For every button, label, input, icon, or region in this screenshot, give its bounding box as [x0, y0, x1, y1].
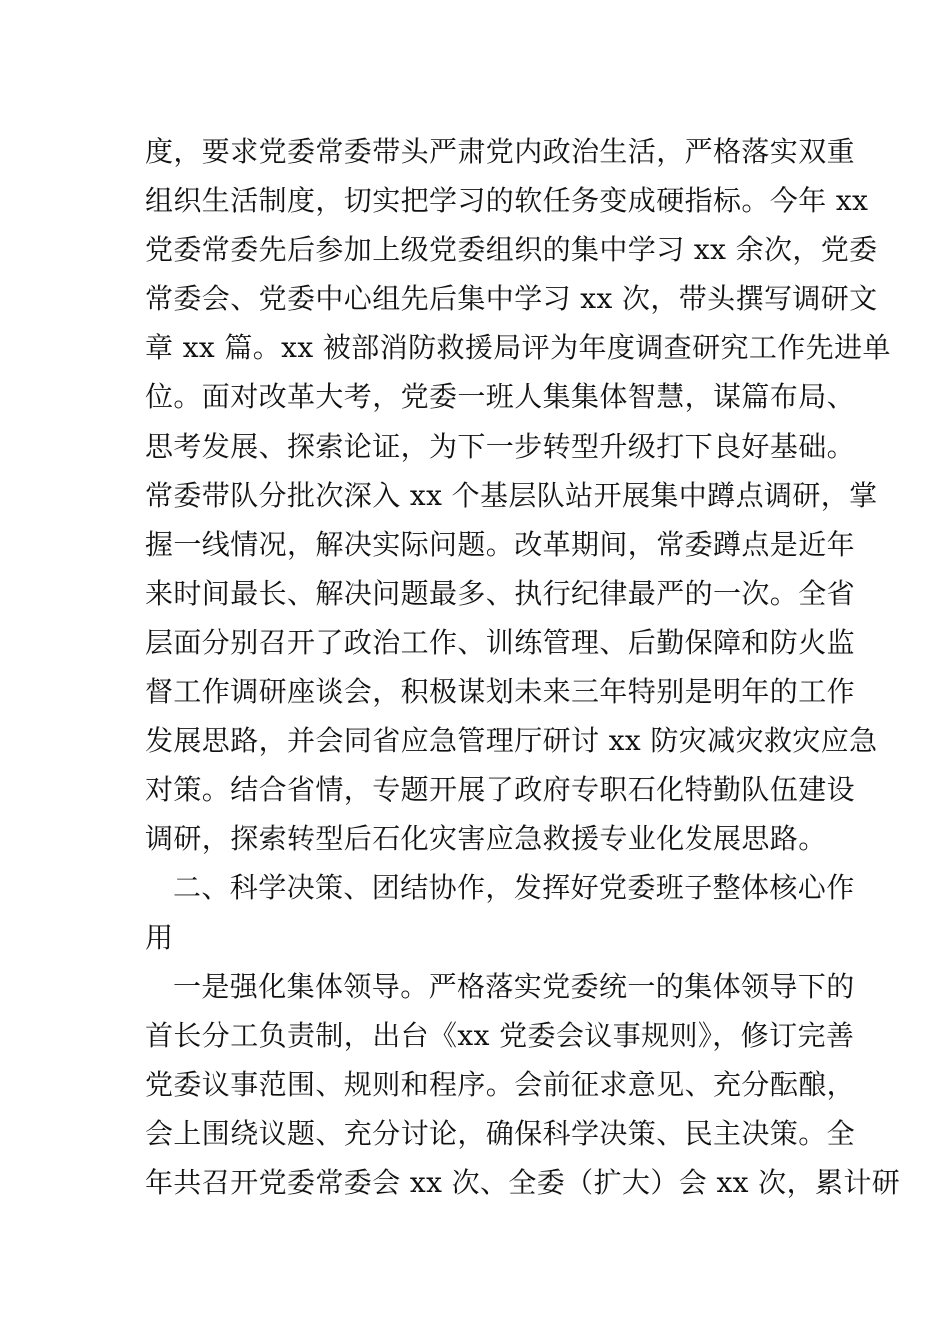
text-line: 党委议事范围、规则和程序。会前征求意见、充分酝酿， — [145, 1067, 856, 1101]
text-line: 对策。结合省情，专题开展了政府专职石化特勤队伍建设 — [145, 773, 856, 807]
text-line: 握一线情况，解决实际问题。改革期间，常委蹲点是近年 — [145, 527, 856, 561]
text-line: 思考发展、探索论证，为下一步转型升级打下良好基础。 — [145, 429, 856, 463]
text-line: 常委会、党委中心组先后集中学习 xx 次，带头撰写调研文 — [145, 282, 878, 316]
text-line: 度，要求党委常委带头严肃党内政治生活，严格落实双重 — [145, 135, 856, 168]
section-heading: 二、科学决策、团结协作，发挥好党委班子整体核心作 — [173, 871, 855, 905]
text-line: 组织生活制度，切实把学习的软任务变成硬指标。今年 xx — [145, 184, 869, 218]
text-line: 来时间最长、解决问题最多、执行纪律最严的一次。全省 — [145, 576, 856, 610]
text-line: 发展思路，并会同省应急管理厅研讨 xx 防灾减灾救灾应急 — [145, 724, 878, 758]
text-line: 位。面对改革大考，党委一班人集集体智慧，谋篇布局、 — [145, 380, 856, 414]
text-line: 督工作调研座谈会，积极谋划未来三年特别是明年的工作 — [145, 675, 856, 709]
text-line: 层面分别召开了政治工作、训练管理、后勤保障和防火监 — [145, 625, 856, 659]
text-line: 会上围绕议题、充分讨论，确保科学决策、民主决策。全 — [145, 1116, 856, 1150]
text-line: 章 xx 篇。xx 被部消防救援局评为年度调查研究工作先进单 — [145, 331, 891, 365]
text-line: 一是强化集体领导。严格落实党委统一的集体领导下的 — [173, 969, 855, 1003]
text-line: 年共召开党委常委会 xx 次、全委（扩大）会 xx 次，累计研 — [145, 1165, 901, 1199]
body-text — [145, 127, 901, 1207]
text-line: 调研，探索转型后石化灾害应急救援专业化发展思路。 — [145, 822, 827, 856]
section-heading-continued: 用 — [145, 920, 174, 954]
text-line: 首长分工负责制，出台《xx 党委会议事规则》，修订完善 — [145, 1018, 855, 1052]
text-line: 党委常委先后参加上级党委组织的集中学习 xx 余次，党委 — [145, 233, 878, 267]
text-line: 常委带队分批次深入 xx 个基层队站开展集中蹲点调研，掌 — [145, 478, 878, 512]
